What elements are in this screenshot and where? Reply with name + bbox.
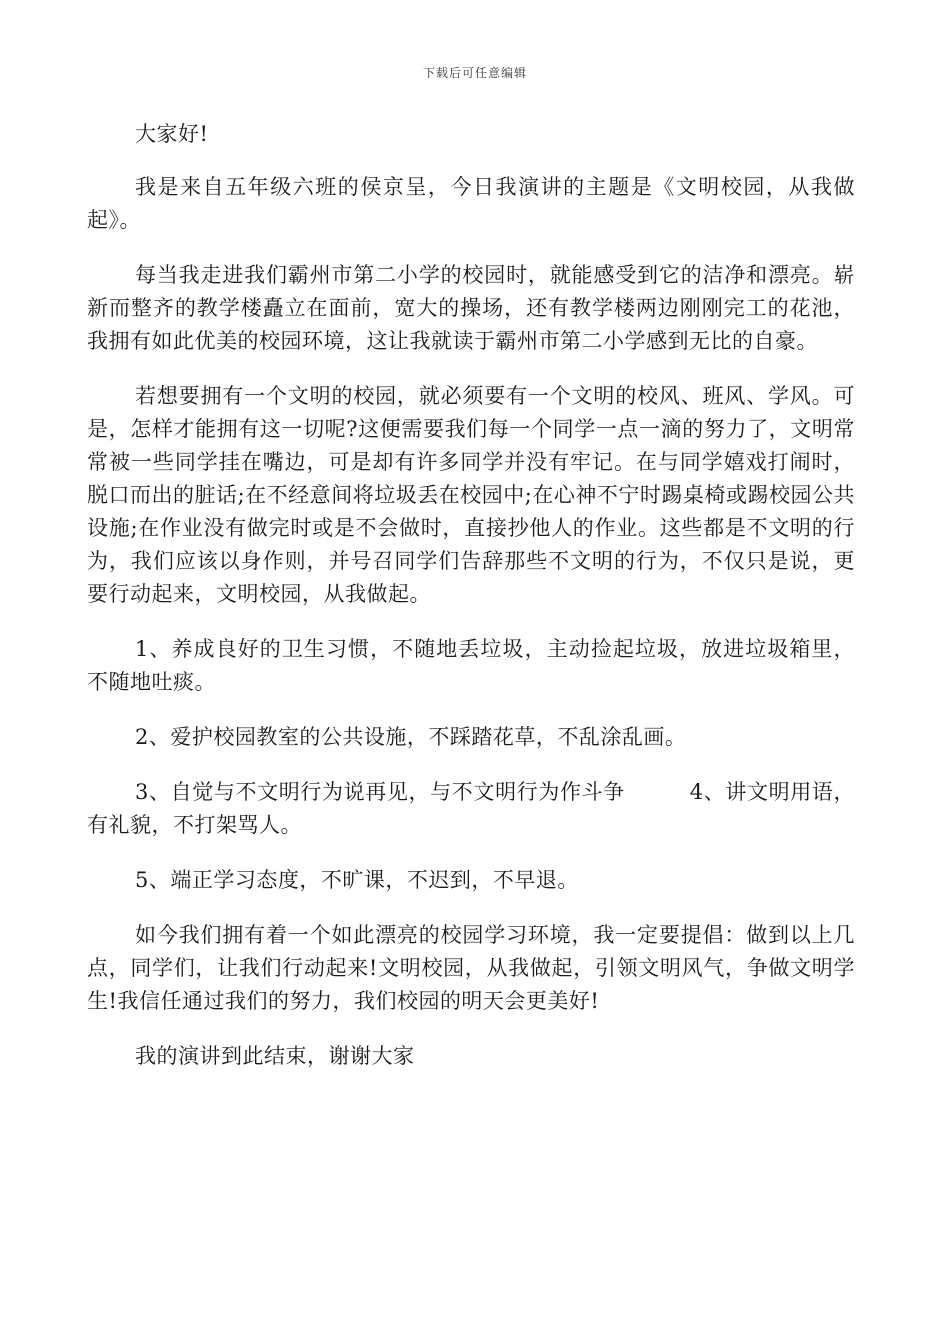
speech-campus-paragraph: 每当我走进我们霸州市第二小学的校园时，就能感受到它的洁净和漂亮。崭新而整齐的教学楼矗立在面前，宽大的操场，还有教学楼两边刚刚完工的花池，我拥有如此优美的校园环境，这让我就读于霸州市第二小学感到无比的自豪。 [87, 263, 855, 353]
speech-closing: 我的演讲到此结束，谢谢大家 [135, 1044, 415, 1068]
speech-list-item-1: 1、养成良好的卫生习惯，不随地丢垃圾，主动捡起垃圾，放进垃圾箱里，不随地吐痰。 [87, 637, 855, 694]
speech-appeal-paragraph: 如今我们拥有着一个如此漂亮的校园学习环境，我一定要提倡：做到以上几点，同学们，让我们行动起来!文明校园，从我做起，引领文明风气，争做文明学生!我信任通过我们的努力，我们校园的明天会更美好! [87, 923, 855, 1013]
speech-body [87, 118, 855, 1073]
speech-intro: 我是来自五年级六班的侯京呈，今日我演讲的主题是《文明校园，从我做起》。 [87, 175, 855, 232]
page-header-note: 下载后可任意编辑 [422, 66, 527, 80]
speech-greeting: 大家好! [135, 122, 209, 146]
speech-civility-paragraph: 若想要拥有一个文明的校园，就必须要有一个文明的校风、班风、学风。可是，怎样才能拥有这一切呢?这便需要我们每一个同学一点一滴的努力了，文明常常被一些同学挂在嘴边，可是却有许多同学并没有牢记。在与同学嬉戏打闹时，脱口而出的脏话;在不经意间将垃圾丢在校园中;在心神不宁时踢桌椅或踢校园公共设施;在作业没有做完时或是不会做时，直接抄他人的作业。这些都是不文明的行为，我们应该以身作则，并号召同学们告辞那些不文明的行为，不仅只是说，更要行动起来，文明校园，从我做起。 [87, 384, 855, 606]
speech-list-item-3-4: 3、自觉与不文明行为说再见，与不文明行为作斗争 4、讲文明用语，有礼貌，不打架骂人。 [87, 780, 855, 837]
speech-list-item-5: 5、端正学习态度，不旷课，不迟到，不早退。 [135, 868, 579, 892]
speech-list-item-2: 2、爱护校园教室的公共设施，不踩踏花草，不乱涂乱画。 [135, 725, 687, 749]
